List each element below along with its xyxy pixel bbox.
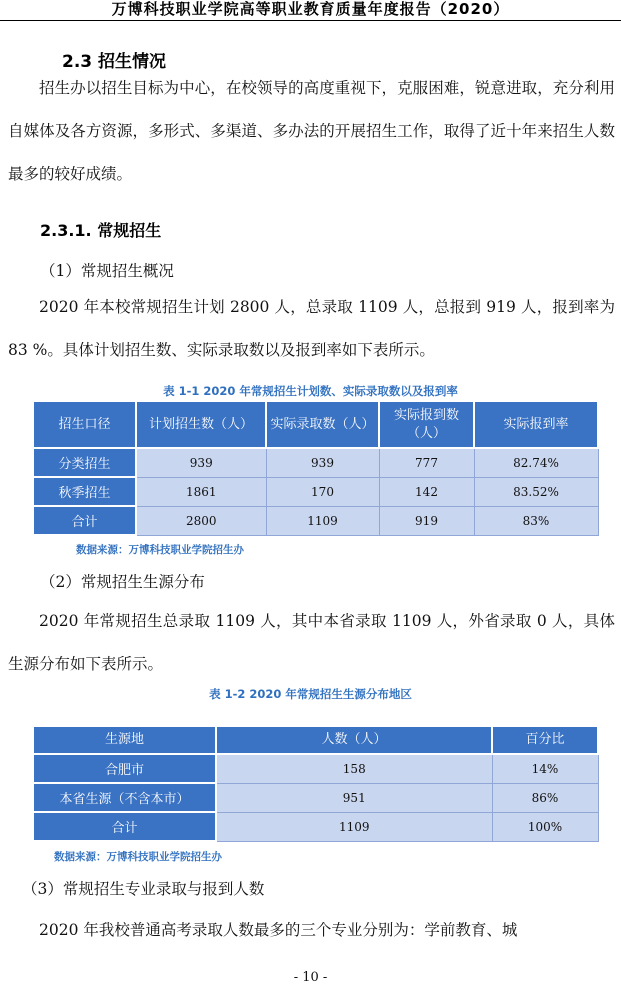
table2-source: 数据来源：万博科技职业学院招生办 [54,851,222,863]
row-header: 合肥市 [33,754,216,783]
table-cell: 142 [379,477,474,506]
page-number: - 10 - [293,970,328,985]
table-cell: 1861 [136,477,266,506]
table-row [33,506,598,535]
row-header: 分类招生 [33,448,136,477]
row-header: 合计 [33,812,216,841]
table-row [33,754,598,783]
table-cell: 777 [379,448,474,477]
table-cell: 170 [266,477,379,506]
section-intro-paragraph: 招生办以招生目标为中心，在校领导的高度重视下，克服困难，锐意进取，充分利用自媒体及各方资源，多形式、多渠道、多办法的开展招生工作，取得了近十年来招生人数最多的较好成绩。 [8,79,615,183]
table2-caption: 表 1-2 2020 年常规招生生源分布地区 [209,687,412,701]
row-header: 秋季招生 [33,477,136,506]
column-header: 百分比 [492,726,598,754]
row-header: 合计 [33,506,136,535]
table-cell: 919 [379,506,474,535]
column-header: 生源地 [33,726,216,754]
part3-paragraph: 2020 年我校普通高考录取人数最多的三个专业分别为：学前教育、城 [39,921,518,939]
table-row [33,812,598,841]
column-header: 实际报到数（人） [379,401,474,448]
table-cell: 2800 [136,506,266,535]
table-header-row [33,401,598,448]
report-header: 万博科技职业学院高等职业教育质量年度报告（2020） [0,0,621,21]
table1-source: 数据来源：万博科技职业学院招生办 [76,544,244,556]
row-header: 本省生源（不含本市） [33,783,216,812]
column-header: 实际录取数（人） [266,401,379,448]
table-row [33,448,598,477]
table-cell: 939 [136,448,266,477]
table-cell: 86% [492,783,598,812]
table-cell: 100% [492,812,598,841]
part3-heading: （3）常规招生专业录取与报到人数 [22,880,265,898]
table-row [33,477,598,506]
table-row [33,783,598,812]
part2-heading: （2）常规招生生源分布 [40,573,205,591]
column-header: 人数（人） [216,726,492,754]
section-heading: 2.3 招生情况 [62,52,167,72]
column-header: 招生口径 [33,401,136,448]
table-cell: 939 [266,448,379,477]
table-cell: 83% [474,506,598,535]
part1-paragraph: 2020 年本校常规招生计划 2800 人，总录取 1109 人，总报到 919 人，报到率为 83 %。具体计划招生数、实际录取数以及报到率如下表所示。 [8,298,615,359]
table-cell: 951 [216,783,492,812]
table-header-row [33,726,598,754]
table-cell: 158 [216,754,492,783]
enrollment-plan-table [32,400,599,536]
part2-paragraph: 2020 年常规招生总录取 1109 人，其中本省录取 1109 人，外省录取 0 人，具体生源分布如下表所示。 [8,612,615,673]
table1-caption: 表 1-1 2020 年常规招生计划数、实际录取数以及报到率 [163,384,458,398]
table-cell: 83.52% [474,477,598,506]
table-cell: 1109 [266,506,379,535]
student-origin-table [32,725,599,842]
part1-heading: （1）常规招生概况 [40,262,174,280]
table-cell: 1109 [216,812,492,841]
column-header: 实际报到率 [474,401,598,448]
table-cell: 82.74% [474,448,598,477]
column-header: 计划招生数（人） [136,401,266,448]
table-cell: 14% [492,754,598,783]
subsection-heading: 2.3.1. 常规招生 [40,221,162,240]
